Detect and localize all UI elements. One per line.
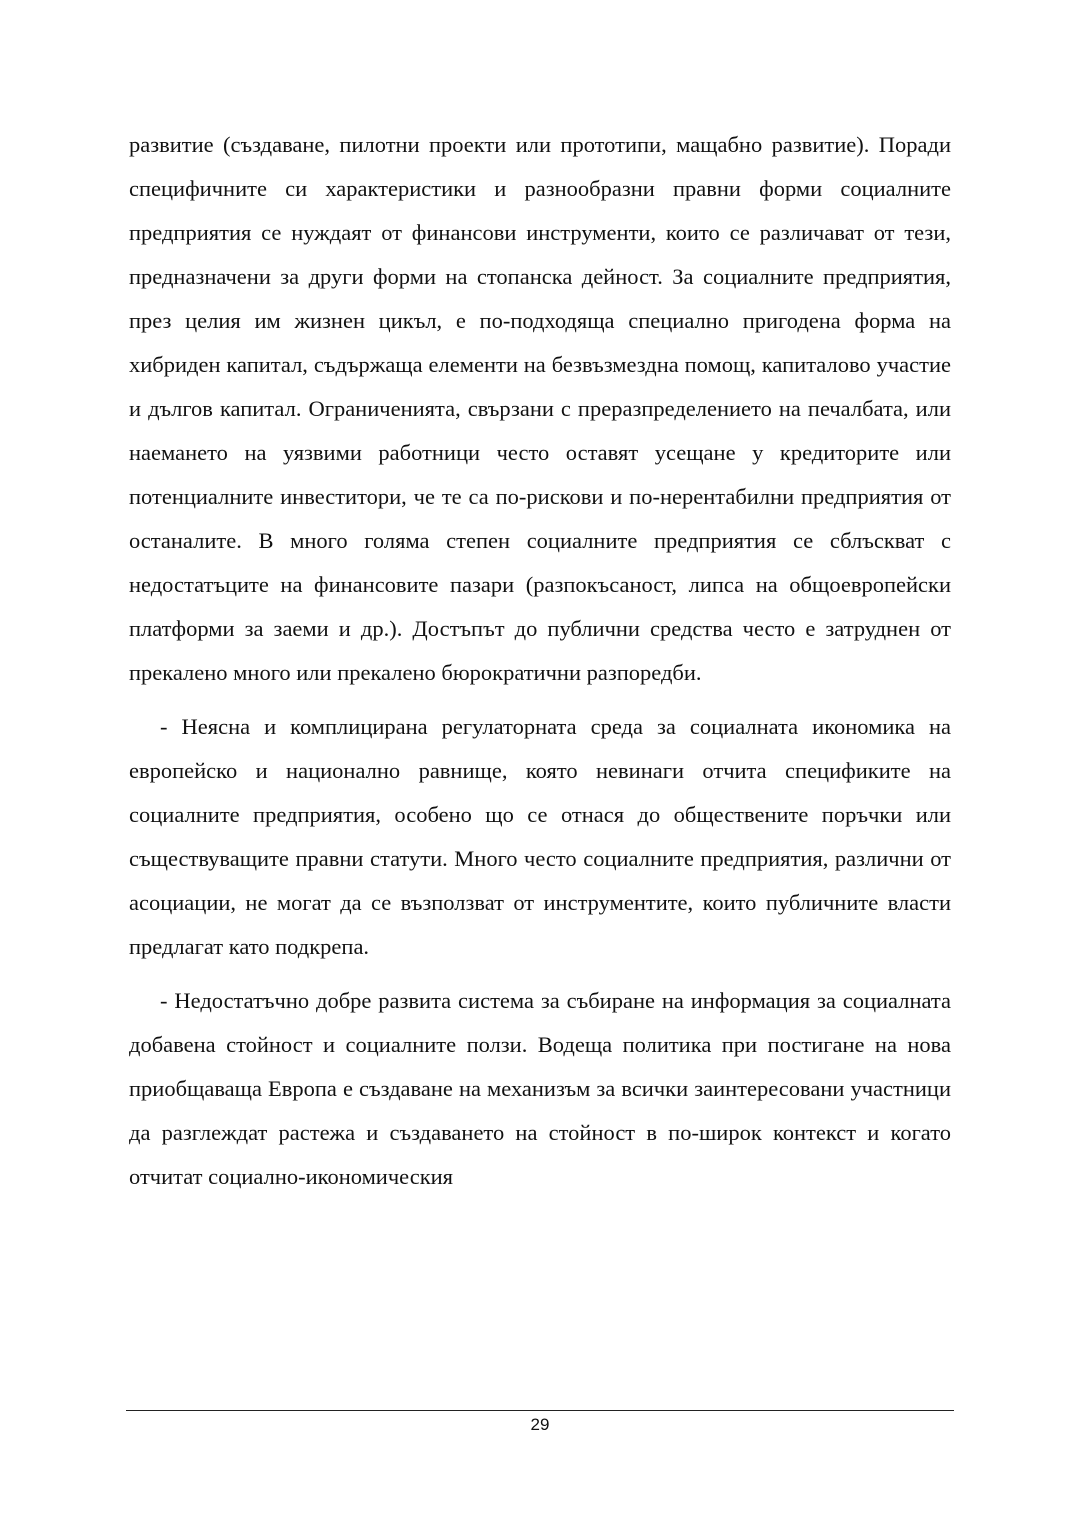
paragraph-financing-barriers: развитие (създаване, пилотни проекти или прототипи, мащабно развитие). Поради специфичните си характеристики и разнообразни правни форми социалните предприятия се нуждаят от финансови инструменти, които се различават от тези, предназначени за други форми на стопанска дейност. За социалните предприятия, през целия им жизнен цикъл, е по-подходяща специално пригодена форма на хибриден капитал, съдържаща елементи на безвъзмездна помощ, капиталово участие и дългов капитал. Ограниченията, свързани с преразпределението на печалбата, или наемането на уязвими работници често оставят усещане у кредиторите или потенциалните инвеститори, че те са по-рискови и по-нерентабилни предприятия от останалите. В много голяма степен социалните предприятия се сблъскват с недостатъците на финансовите пазари (разпокъсаност, липса на общоевропейски платформи за заеми и др.). Достъпът до публични средства често е затруднен от прекалено много или прекалено бюрократични разпоредби. <box>129 132 951 685</box>
body-text <box>129 123 951 1199</box>
footer-divider <box>126 1410 954 1411</box>
bullet-paragraph-social-value-measurement: - Недостатъчно добре развита система за събиране на информация за социалната добавена стойност и социалните ползи. Водеща политика при постигане на нова приобщаваща Европа е създаване на механизъм за всички заинтересовани участници да разглеждат растежа и създаването на стойност в по-широк контекст и когато отчитат социално-икономическия <box>129 988 951 1189</box>
page-number: 29 <box>530 1415 550 1434</box>
bullet-paragraph-regulatory-environment: - Неясна и комплицирана регулаторната среда за социалната икономика на европейско и национално равнище, която невинаги отчита спецификите на социалните предприятия, особено що се отнася до обществените поръчки или съществуващите правни статути. Много често социалните предприятия, различни от асоциации, не могат да се възползват от инструментите, които публичните власти предлагат като подкрепа. <box>129 714 951 959</box>
